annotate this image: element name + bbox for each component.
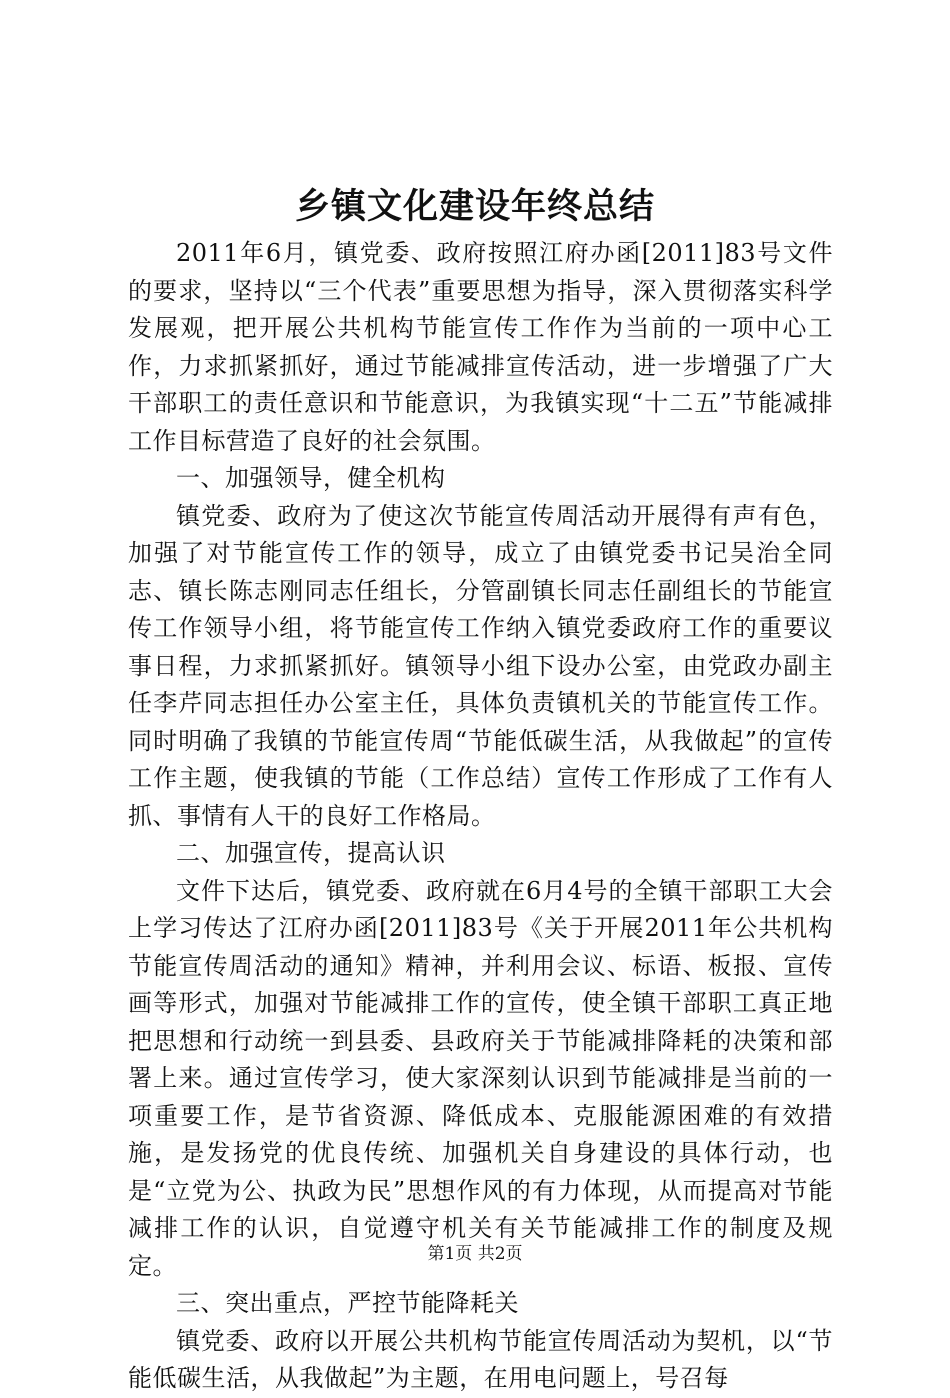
document-body bbox=[128, 235, 833, 1398]
paragraph-section-1: 镇党委、政府为了使这次节能宣传周活动开展得有声有色，加强了对节能宣传工作的领导，成立了由镇党委书记吴治全同志、镇长陈志刚同志任组长，分管副镇长同志任副组长的节能宣传工作领导小组，将节能宣传工作纳入镇党委政府工作的重要议事日程，力求抓紧抓好。镇领导小组下设办公室，由党政办副主任李芹同志担任办公室主任，具体负责镇机关的节能宣传工作。同时明确了我镇的节能宣传周“节能低碳生活，从我做起”的宣传工作主题，使我镇的节能（工作总结）宣传工作形成了工作有人抓、事情有人干的良好工作格局。 bbox=[128, 501, 833, 830]
paragraph-intro: 2011年6月，镇党委、政府按照江府办函[2011]83号文件的要求，坚持以“三个代表”重要思想为指导，深入贯彻落实科学发展观，把开展公共机构节能宣传工作作为当前的一项中心工作，力求抓紧抓好，通过节能减排宣传活动，进一步增强了广大干部职工的责任意识和节能意识，为我镇实现“十二五”节能减排工作目标营造了良好的社会氛围。 bbox=[128, 239, 833, 455]
paragraph-section-2: 文件下达后，镇党委、政府就在6月4号的全镇干部职工大会上学习传达了江府办函[2011]83号《关于开展2011年公共机构节能宣传周活动的通知》精神，并利用会议、标语、板报、宣传画等形式，加强对节能减排工作的宣传，使全镇干部职工真正地把思想和行动统一到县委、县政府关于节能减排降耗的决策和部署上来。通过宣传学习，使大家深刻认识到节能减排是当前的一项重要工作，是节省资源、降低成本、克服能源困难的有效措施，是发扬党的优良传统、加强机关自身建设的具体行动，也是“立党为公、执政为民”思想作风的有力体现，从而提高对节能减排工作的认识，自觉遵守机关有关节能减排工作的制度及规定。 bbox=[128, 876, 833, 1280]
document-title: 乡镇文化建设年终总结 bbox=[294, 186, 655, 227]
page-number-footer: 第1页 共2页 bbox=[427, 1244, 523, 1264]
paragraph-section-3: 镇党委、政府以开展公共机构节能宣传周活动为契机，以“节能低碳生活，从我做起”为主题，在用电问题上，号召每 bbox=[128, 1326, 833, 1392]
section-heading-1: 一、加强领导，健全机构 bbox=[176, 464, 446, 492]
section-heading-3: 三、突出重点，严控节能降耗关 bbox=[176, 1289, 519, 1317]
section-heading-2: 二、加强宣传，提高认识 bbox=[176, 839, 446, 867]
